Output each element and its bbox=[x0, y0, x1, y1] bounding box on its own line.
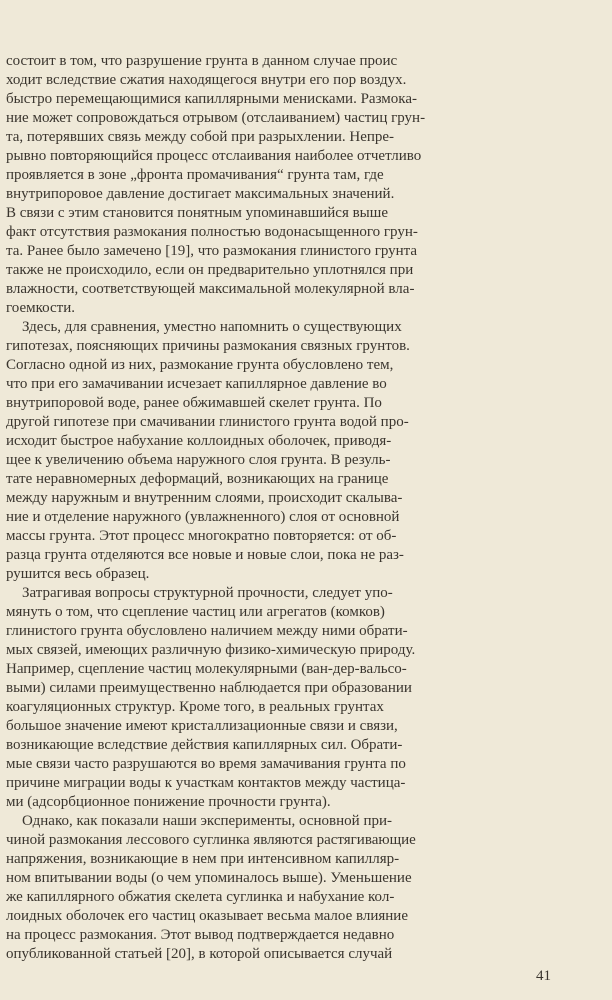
text-line: что при его замачивании исчезает капиллярное давление во bbox=[6, 376, 387, 392]
text-line: быстро перемещающимися капиллярными менисками. Размока- bbox=[6, 91, 418, 107]
text-line: факт отсутствия размокания полностью водонасыщенного грун- bbox=[6, 224, 418, 240]
text-line: гоемкости. bbox=[6, 300, 76, 316]
text-line: Затрагивая вопросы структурной прочности, следует упо- bbox=[22, 585, 393, 601]
text-line: Однако, как показали наши эксперименты, основной при- bbox=[22, 813, 392, 829]
text-line: выми) силами преимущественно наблюдается при образовании bbox=[6, 680, 412, 696]
text-line: другой гипотезе при смачивании глинистого грунта водой про- bbox=[6, 414, 409, 430]
text-line: влажности, соответствующей максимальной молекулярной вла- bbox=[6, 281, 415, 297]
text-line: рывно повторяющийся процесс отслаивания наиболее отчетливо bbox=[6, 148, 422, 164]
text-line: состоит в том, что разрушение грунта в данном случае проис bbox=[6, 53, 398, 69]
text-line: опубликованной статьей [20], в которой описывается случай bbox=[6, 946, 393, 962]
text-line: также не происходило, если он предварительно уплотнялся при bbox=[6, 262, 414, 278]
text-line: же капиллярного обжатия скелета суглинка и набухание кол- bbox=[6, 889, 395, 905]
text-line: глинистого грунта обусловлено наличием между ними обрати- bbox=[6, 623, 408, 639]
text-line: коагуляционных структур. Кроме того, в реальных грунтах bbox=[6, 699, 384, 715]
text-line: напряжения, возникающие в нем при интенсивном капилляр- bbox=[6, 851, 400, 867]
text-line: ние может сопровождаться отрывом (отслаиванием) частиц грун- bbox=[6, 110, 426, 126]
text-line: на процесс размокания. Этот вывод подтверждается недавно bbox=[6, 927, 395, 943]
text-line: большое значение имеют кристаллизационные связи и связи, bbox=[6, 718, 398, 734]
text-line: мые связи часто разрушаются во время замачивания грунта по bbox=[6, 756, 406, 772]
text-line: Согласно одной из них, размокание грунта обусловлено тем, bbox=[6, 357, 394, 373]
page-number: 41 bbox=[536, 968, 551, 984]
text-line: та. Ранее было замечено [19], что размокания глинистого грунта bbox=[6, 243, 418, 259]
text-line: гипотезах, поясняющих причины размокания связных грунтов. bbox=[6, 338, 410, 354]
text-line: тате неравномерных деформаций, возникающих на границе bbox=[6, 471, 389, 487]
text-line: возникающие вследствие действия капиллярных сил. Обрати- bbox=[6, 737, 403, 753]
text-line: мых связей, имеющих различную физико-химическую природу. bbox=[6, 642, 416, 658]
text-line: ном впитывании воды (о чем упоминалось выше). Уменьшение bbox=[6, 870, 412, 886]
text-line: чиной размокания лессового суглинка являются растягивающие bbox=[6, 832, 416, 848]
text-line: массы грунта. Этот процесс многократно повторяется: от об- bbox=[6, 528, 397, 544]
text-line: лоидных оболочек его частиц оказывает весьма малое влияние bbox=[6, 908, 408, 924]
text-line: та, потерявших связь между собой при разрыхлении. Непре- bbox=[6, 129, 395, 145]
text-line: ходит вследствие сжатия находящегося внутри его пор воздух. bbox=[6, 72, 407, 88]
text-line: Здесь, для сравнения, уместно напомнить о существующих bbox=[22, 319, 402, 335]
text-line: исходит быстрое набухание коллоидных оболочек, приводя- bbox=[6, 433, 392, 449]
text-line: внутрипоровой воде, ранее обжимавшей скелет грунта. По bbox=[6, 395, 382, 411]
text-line: внутрипоровое давление достигает максимальных значений. bbox=[6, 186, 395, 202]
text-line: причине миграции воды к участкам контактов между частица- bbox=[6, 775, 406, 791]
text-line: ние и отделение наружного (увлажненного) слоя от основной bbox=[6, 509, 400, 525]
text-line: разца грунта отделяются все новые и новые слои, пока не раз- bbox=[6, 547, 404, 563]
text-line: между наружным и внутренним слоями, происходит скалыва- bbox=[6, 490, 403, 506]
text-line: В связи с этим становится понятным упоминавшийся выше bbox=[6, 205, 388, 221]
text-line: рушится весь образец. bbox=[6, 566, 150, 582]
text-line: мянуть о том, что сцепление частиц или агрегатов (комков) bbox=[6, 604, 385, 620]
text-line: проявляется в зоне „фронта промачивания“ грунта там, где bbox=[6, 167, 384, 183]
text-line: щее к увеличению объема наружного слоя грунта. В резуль- bbox=[6, 452, 391, 468]
text-line: ми (адсорбционное понижение прочности грунта). bbox=[6, 794, 331, 810]
text-line: Например, сцепление частиц молекулярными (ван-дер-вальсо- bbox=[6, 661, 407, 677]
